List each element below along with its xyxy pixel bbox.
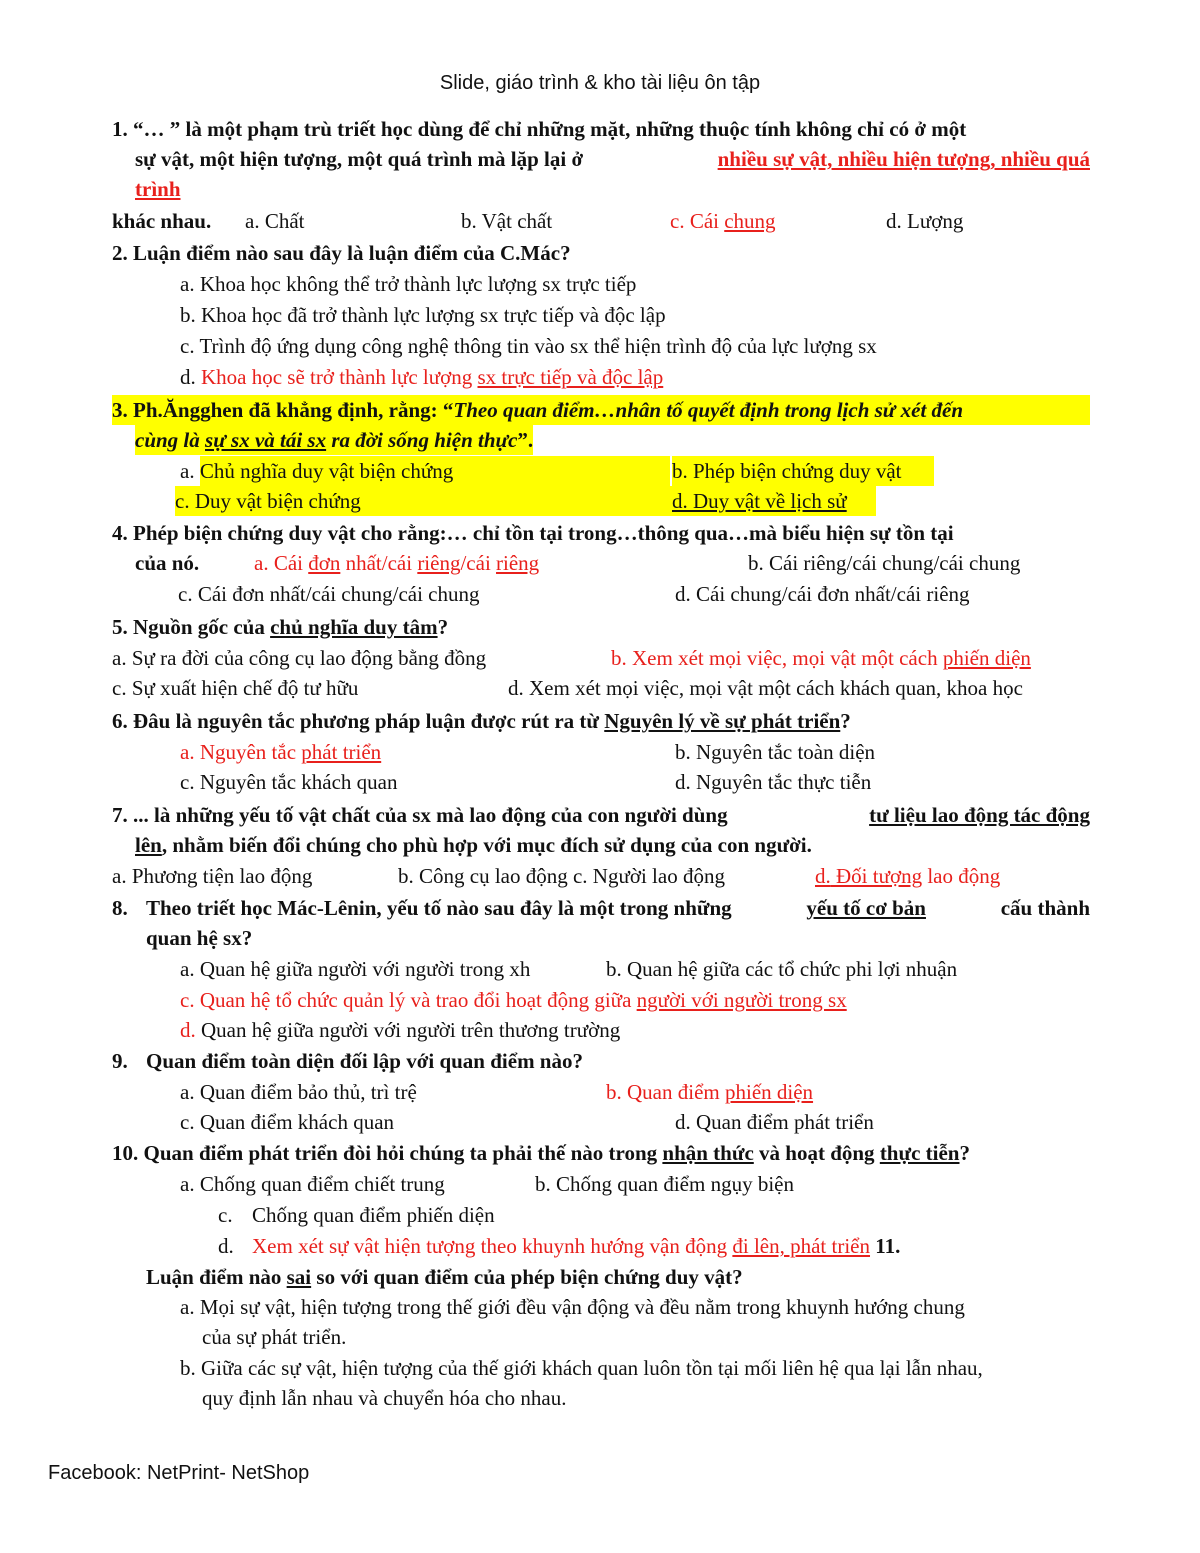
option-11b-line-1: b. Giữa các sự vật, hiện tượng của thế giới khách quan luôn tồn tại mối liên hệ qua lại lẫn nhau,: [180, 1356, 983, 1380]
option-6d: d. Nguyên tắc thực tiễn: [675, 770, 872, 794]
option-11b-line-2: quy định lẫn nhau và chuyển hóa cho nhau.: [202, 1386, 567, 1410]
question-3-line-2: cùng là sự sx và tái sx ra đời sống hiện thực”.: [135, 425, 533, 455]
option-3c: c. Duy vật biện chứng: [175, 486, 672, 516]
question-9: Quan điểm toàn diện đối lập với quan điểm nào?: [146, 1049, 583, 1073]
option-9d: d. Quan điểm phát triển: [675, 1110, 874, 1134]
option-7bc: b. Công cụ lao động c. Người lao động: [398, 864, 725, 888]
question-1-line-2: sự vật, một hiện tượng, một quá trình mà lặp lại ở nhiều sự vật, nhiều hiện tượng, nhiều quá: [135, 147, 1090, 171]
option-4b: b. Cái riêng/cái chung/cái chung: [748, 551, 1021, 575]
option-1b: b. Vật chất: [461, 209, 553, 233]
option-2c: c. Trình độ ứng dụng công nghệ thông tin vào sx thể hiện trình độ của lực lượng sx: [180, 334, 877, 358]
option-11a-line-1: a. Mọi sự vật, hiện tượng trong thế giới đều vận động và đều nằm trong khuynh hướng chung: [180, 1295, 965, 1319]
option-10c-label: c.: [218, 1203, 233, 1227]
question-8-line-1: Theo triết học Mác-Lênin, yếu tố nào sau đây là một trong những yếu tố cơ bản cấu thành: [146, 896, 1090, 920]
question-11: Luận điểm nào sai so với quan điểm của phép biện chứng duy vật?: [146, 1265, 743, 1289]
option-8b: b. Quan hệ giữa các tổ chức phi lợi nhuận: [606, 957, 958, 981]
option-10b: b. Chống quan điểm ngụy biện: [535, 1172, 794, 1196]
option-3d: d. Duy vật về lịch sử: [672, 486, 876, 516]
option-8c: c. Quan hệ tổ chức quản lý và trao đổi hoạt động giữa người với người trong sx: [180, 988, 847, 1012]
question-2: 2. Luận điểm nào sau đây là luận điểm của C.Mác?: [112, 241, 571, 265]
page-footer: Facebook: NetPrint- NetShop: [48, 1462, 310, 1484]
question-1-line-3: trình: [135, 177, 181, 201]
option-2d: d. Khoa học sẽ trở thành lực lượng sx trực tiếp và độc lập: [180, 365, 664, 389]
question-6: 6. Đâu là nguyên tắc phương pháp luận được rút ra từ Nguyên lý về sự phát triển?: [112, 709, 851, 733]
option-4d: d. Cái chung/cái đơn nhất/cái riêng: [675, 582, 970, 606]
question-1-line-1: 1. “… ” là một phạm trù triết học dùng để chỉ những mặt, những thuộc tính không chỉ có ở một: [112, 117, 967, 141]
option-9b: b. Quan điểm phiến diện: [606, 1080, 814, 1104]
option-9c: c. Quan điểm khách quan: [180, 1110, 395, 1134]
option-8a: a. Quan hệ giữa người với người trong xh: [180, 957, 531, 981]
question-3-line-1: 3. Ph.Ăngghen đã khẳng định, rằng: “ Theo quan điểm…nhân tố quyết định trong lịch sử xét đến: [112, 395, 1090, 425]
option-10d: Xem xét sự vật hiện tượng theo khuynh hướng vận động đi lên, phát triển 11.: [252, 1234, 901, 1258]
question-9-number: 9.: [112, 1049, 128, 1073]
question-4-line-1: 4. Phép biện chứng duy vật cho rằng:… chỉ tồn tại trong…thông qua…mà biểu hiện sự tồn tại: [112, 521, 954, 545]
option-1a: a. Chất: [245, 209, 305, 233]
option-10c: Chống quan điểm phiến diện: [252, 1203, 495, 1227]
option-3b: b. Phép biện chứng duy vật: [672, 456, 934, 486]
option-5a: a. Sự ra đời của công cụ lao động bằng đồng: [112, 646, 487, 670]
option-8d: d. Quan hệ giữa người với người trên thương trường: [180, 1018, 621, 1042]
question-1-lead: khác nhau.: [112, 209, 212, 233]
option-10a: a. Chống quan điểm chiết trung: [180, 1172, 445, 1196]
option-2a: a. Khoa học không thể trở thành lực lượng sx trực tiếp: [180, 272, 637, 296]
question-5: 5. Nguồn gốc của chủ nghĩa duy tâm?: [112, 615, 449, 639]
option-5d: d. Xem xét mọi việc, mọi vật một cách khách quan, khoa học: [508, 676, 1023, 700]
page-header: Slide, giáo trình & kho tài liệu ôn tập: [439, 72, 761, 94]
question-8-line-2: quan hệ sx?: [146, 926, 253, 950]
question-10: 10. Quan điểm phát triển đòi hỏi chúng ta phải thế nào trong nhận thức và hoạt động thực tiễn?: [112, 1141, 970, 1165]
option-1c: c. Cái chung: [670, 209, 776, 233]
option-9a: a. Quan điểm bảo thủ, trì trệ: [180, 1080, 417, 1104]
question-7-line-2: lên, nhằm biến đổi chúng cho phù hợp với mục đích sử dụng của con người.: [135, 833, 812, 857]
option-4c: c. Cái đơn nhất/cái chung/cái chung: [178, 582, 480, 606]
option-6c: c. Nguyên tắc khách quan: [180, 770, 398, 794]
question-7-line-1: 7. ... là những yếu tố vật chất của sx mà lao động của con người dùng tư liệu lao động tác động: [112, 803, 1090, 827]
option-5c: c. Sự xuất hiện chế độ tư hữu: [112, 676, 359, 700]
option-6b: b. Nguyên tắc toàn diện: [675, 740, 876, 764]
question-8-number: 8.: [112, 896, 128, 920]
option-6a: a. Nguyên tắc phát triển: [180, 740, 382, 764]
option-7d: d. Đối tượng lao động: [815, 864, 1001, 888]
option-11a-line-2: của sự phát triển.: [202, 1325, 347, 1349]
option-1d: d. Lượng: [886, 209, 964, 233]
question-4-lead: của nó.: [135, 551, 200, 575]
option-3a: a. Chủ nghĩa duy vật biện chứng: [180, 456, 670, 486]
option-2b: b. Khoa học đã trở thành lực lượng sx trực tiếp và độc lập: [180, 303, 666, 327]
option-5b: b. Xem xét mọi việc, mọi vật một cách phiến diện: [611, 646, 1031, 670]
option-7a: a. Phương tiện lao động: [112, 864, 313, 888]
option-4a: a. Cái đơn nhất/cái riêng/cái riêng: [254, 551, 540, 575]
option-10d-label: d.: [218, 1234, 234, 1258]
